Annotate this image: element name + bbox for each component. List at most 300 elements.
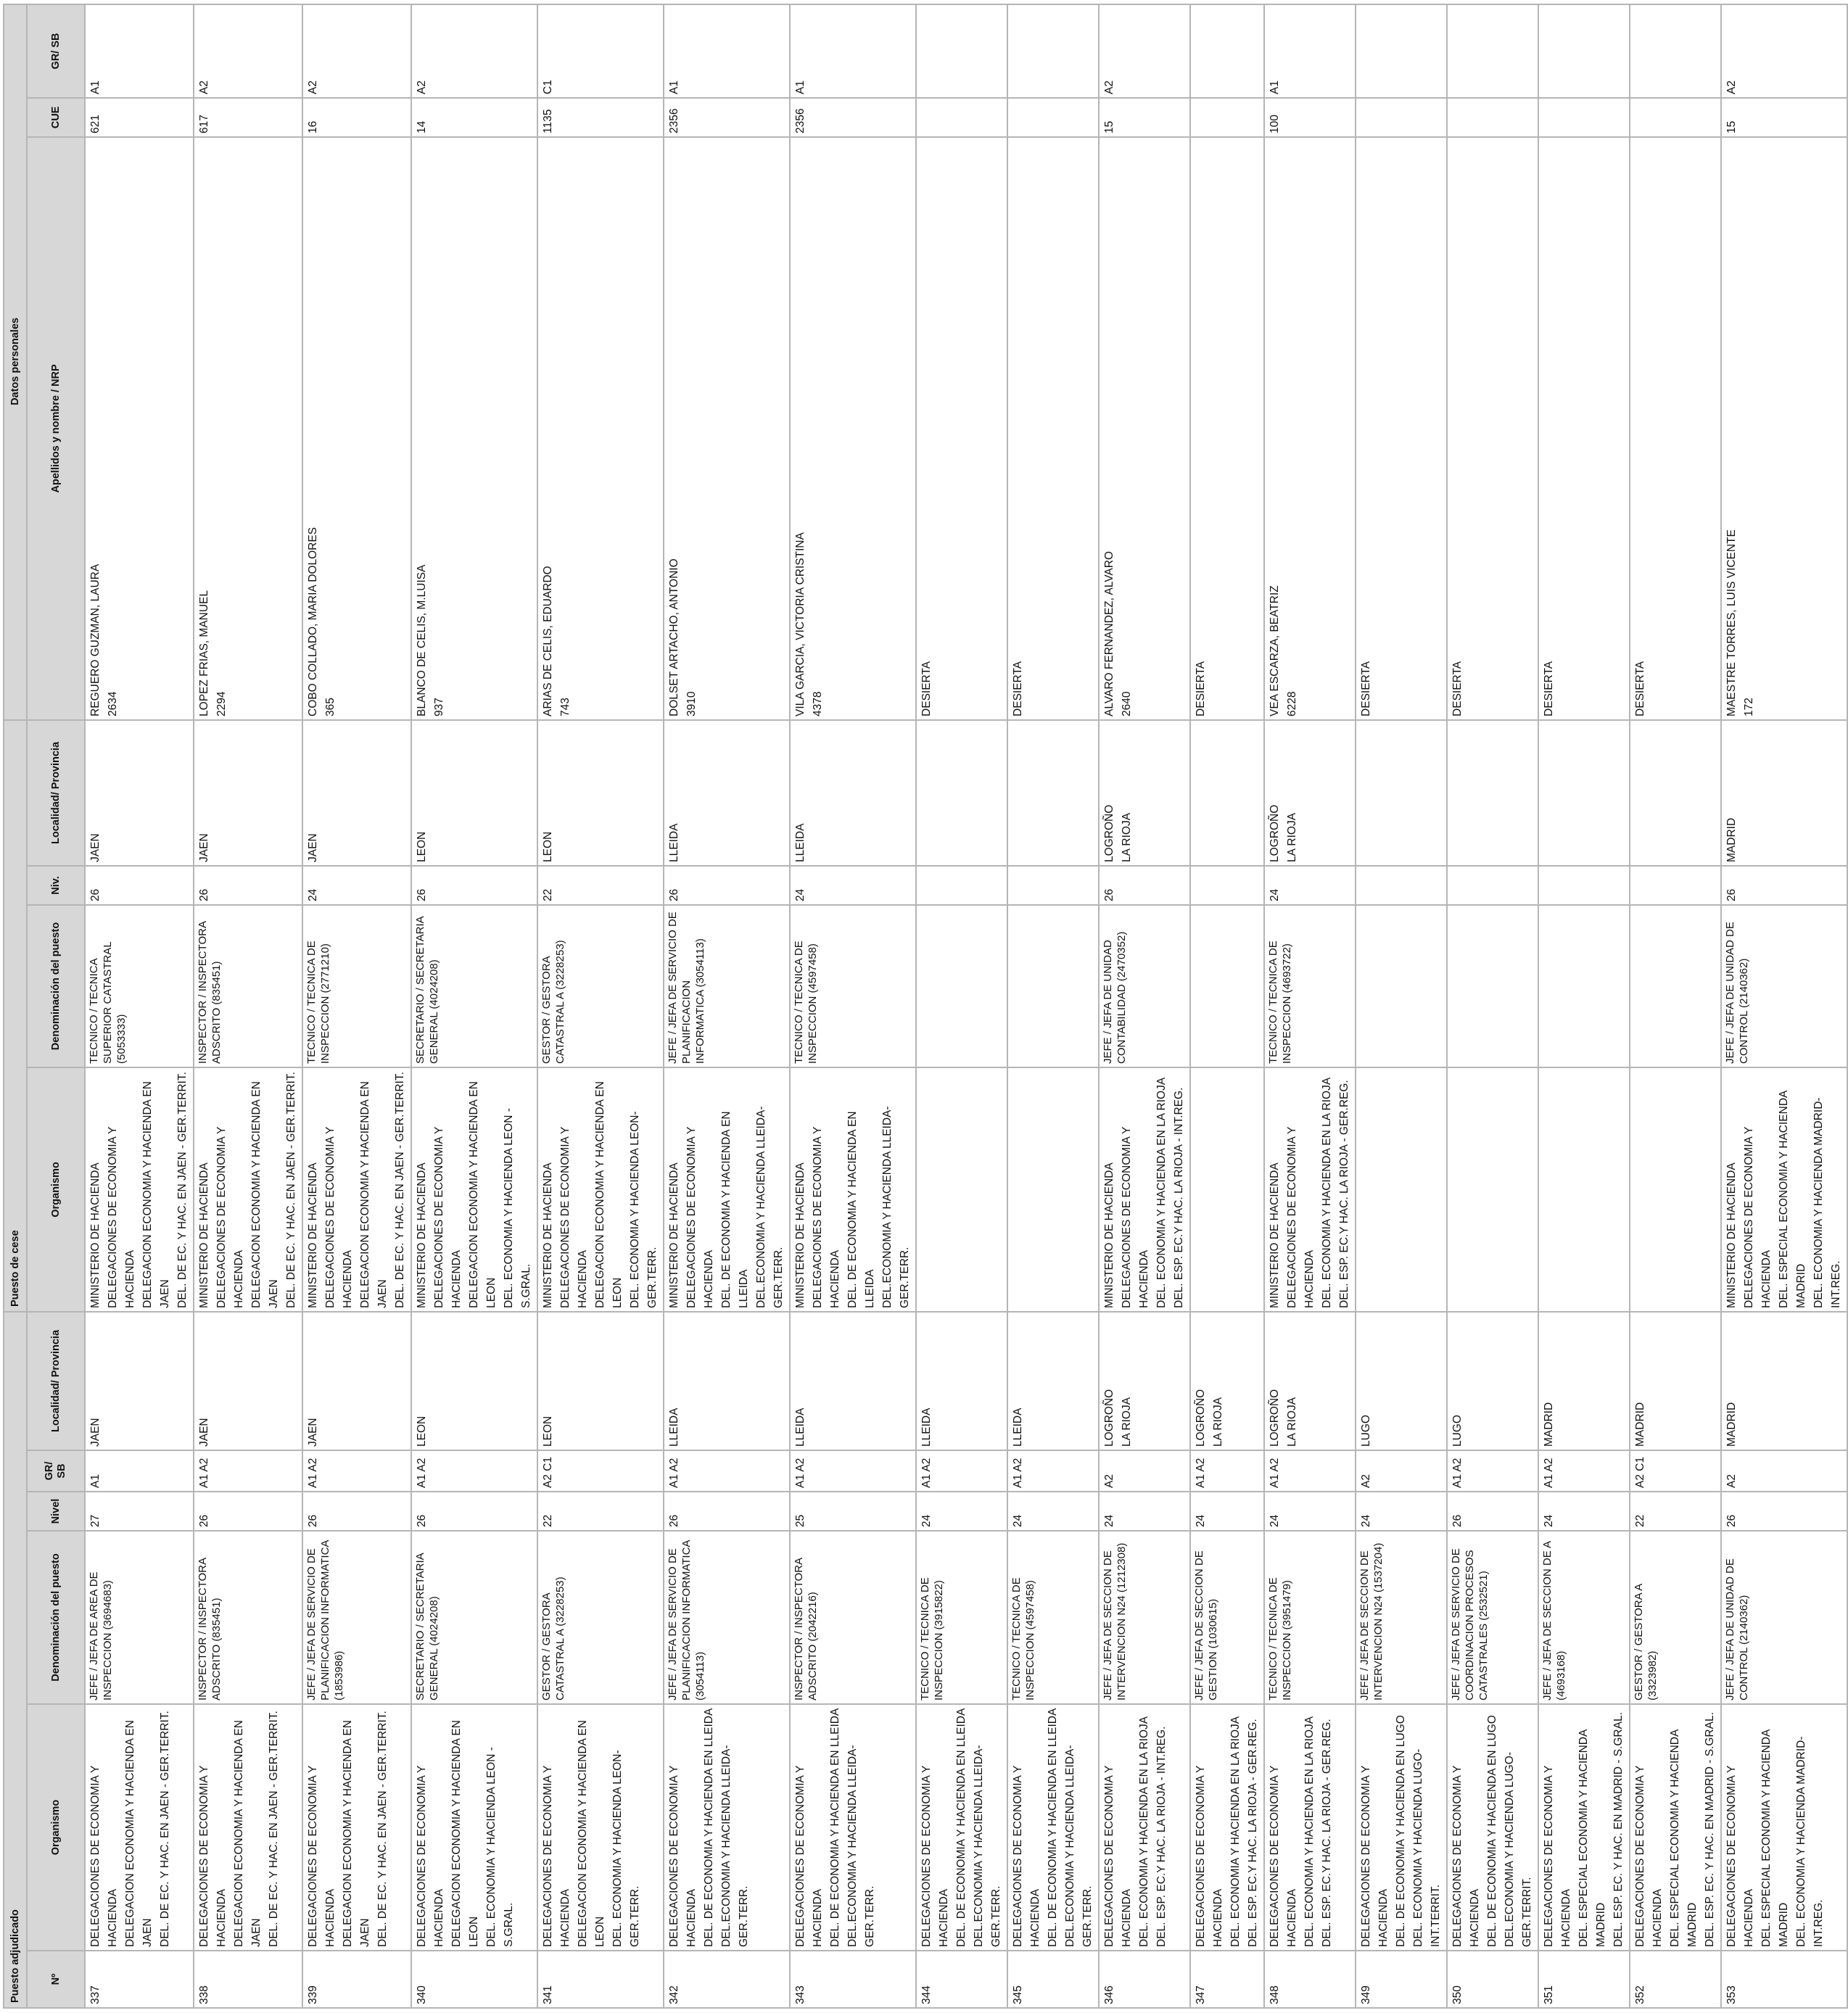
table-row: [664, 4, 790, 2008]
cell-localidad-line: LEON: [542, 1415, 554, 1447]
cell-grsb2: A1: [1264, 4, 1356, 98]
person-nrp: 743: [559, 698, 572, 716]
cell-denominacion: TECNICO / TECNICA DE INSPECCION (3951479): [1264, 1531, 1356, 1704]
cell-organismo: [664, 1704, 790, 1951]
table-row: [1630, 4, 1721, 2008]
cell-organismo-line: DEL. ECONOMIA Y HACIENDA LUGO-INT.TERRIT.: [1412, 1748, 1442, 1947]
cell-cue: [916, 98, 1007, 137]
cell-cese-organismo-line: DEL. ESP. EC.Y HAC. LA RIOJA - INT.REG.: [1173, 1087, 1185, 1308]
cell-cese-organismo-line: MINISTERIO DE HACIENDA: [416, 1162, 428, 1308]
cell-localidad-line: LUGO: [1451, 1415, 1464, 1447]
cell-grsb2: [1538, 4, 1630, 98]
cell-cue: [1190, 98, 1264, 137]
person-name: REGUERO GUZMAN, LAURA: [89, 563, 102, 716]
cell-organismo-line: DEL. ECONOMIA Y HACIENDA LEON-GER.TERR.: [611, 1750, 641, 1947]
cell-cese-organismo-line: DEL. ECONOMIA Y HACIENDA LEON - S.GRAL.: [503, 1108, 532, 1308]
col-header-denominacion: Denominación del puesto: [27, 1531, 85, 1704]
cell-localidad: [916, 1312, 1007, 1450]
cell-num: 344: [916, 1951, 1007, 2008]
cell-cese-organismo-line: DELEGACIONES DE ECONOMIA Y HACIENDA: [1121, 1126, 1150, 1308]
cell-nombre: [1356, 137, 1447, 720]
person-name: DESIERTA: [1195, 661, 1207, 716]
cell-cese-localidad-line: LA RIOJA: [1121, 812, 1133, 862]
cell-denominacion: SECRETARIO / SECRETARIA GENERAL (4024208): [411, 1531, 537, 1704]
cell-cese-organismo: [411, 1067, 537, 1312]
cell-cese-organismo-line: DEL. DE EC. Y HAC. EN JAEN - GER.TERRIT.: [394, 1072, 406, 1308]
col-header-cue: CUE: [27, 98, 85, 137]
cell-nivel: 24: [1538, 1492, 1630, 1531]
cell-cese-organismo-line: MINISTERIO DE HACIENDA: [89, 1162, 102, 1308]
cell-cese-localidad: [1264, 720, 1356, 866]
person-name: VEA ESCARZA, BEATRIZ: [1269, 585, 1281, 716]
cell-cese-organismo-line: DEL. ECONOMIA Y HACIENDA EN LA RIOJA: [1321, 1077, 1333, 1308]
cell-organismo-line: DELEGACIONES DE ECONOMIA Y HACIENDA: [1543, 1765, 1572, 1947]
cell-organismo-line: DELEGACIONES DE ECONOMIA Y HACIENDA: [1725, 1765, 1755, 1947]
cell-denominacion: JEFE / JEFA DE SERVICIO DE COORDINACION PROCESOS CATASTRALES (2532521): [1447, 1531, 1538, 1704]
cell-grsb2: A2: [411, 4, 537, 98]
cell-organismo-line: DEL. DE ECONOMIA Y HACIENDA EN LLEIDA: [829, 1708, 841, 1947]
table-row: [537, 4, 664, 2008]
cell-localidad: [1264, 1312, 1356, 1450]
cell-nombre: [916, 137, 1007, 720]
cell-nombre: [1007, 137, 1099, 720]
cell-organismo-line: DEL. ESP. EC. Y HAC. EN MADRID - S.GRAL.: [1704, 1712, 1716, 1947]
cell-cese-organismo: [1356, 1067, 1447, 1312]
cell-nombre: [1190, 137, 1264, 720]
cell-cese-organismo: [1538, 1067, 1630, 1312]
cell-grsb: A1 A2: [1007, 1450, 1099, 1492]
table-row: [1356, 4, 1447, 2008]
person-name: DOLSET ARTACHO, ANTONIO: [668, 558, 680, 716]
cell-cese-organismo-line: DEL. DE ECONOMIA Y HACIENDA EN LLEIDA: [846, 1111, 876, 1308]
cell-organismo: [537, 1704, 664, 1951]
cell-organismo-line: DELEGACION ECONOMIA Y HACIENDA EN JAEN: [124, 1720, 154, 1947]
cell-cese-localidad: [664, 720, 790, 866]
cell-nivel: 27: [85, 1492, 194, 1531]
cell-grsb: A1 A2: [302, 1450, 411, 1492]
cell-grsb2: C1: [537, 4, 664, 98]
cell-niv: 24: [302, 866, 411, 905]
cell-nombre: [1447, 137, 1538, 720]
cell-num: 353: [1721, 1951, 1847, 2008]
cell-organismo-line: DELEGACION ECONOMIA Y HACIENDA EN JAEN: [342, 1720, 371, 1947]
person-name: ARIAS DE CELIS, EDUARDO: [542, 566, 554, 716]
cell-grsb2: [1630, 4, 1721, 98]
cell-organismo-line: DEL. ECONOMIA Y HACIENDA LEON - S.GRAL.: [485, 1747, 515, 1947]
cell-localidad: [1630, 1312, 1721, 1450]
cell-cese-localidad-line: LEON: [416, 831, 428, 862]
table-body: [85, 4, 1847, 2008]
cell-localidad-line: JAEN: [198, 1418, 210, 1447]
cell-localidad-line: LLEIDA: [668, 1408, 680, 1447]
cell-cese-organismo: [916, 1067, 1007, 1312]
cell-localidad-line: LA RIOJA: [1121, 1397, 1133, 1447]
cell-organismo: [85, 1704, 194, 1951]
col-header-organismo: Organismo: [27, 1704, 85, 1951]
group-header-cese: Puesto de cese: [4, 720, 27, 1312]
cell-cue: 15: [1721, 98, 1847, 137]
cell-localidad-line: MADRID: [1634, 1402, 1646, 1447]
person-name: DESIERTA: [1634, 661, 1646, 716]
cell-niv: [1630, 866, 1721, 905]
cell-organismo-line: DELEGACIONES DE ECONOMIA Y HACIENDA: [1360, 1765, 1390, 1947]
cell-organismo-line: DELEGACIONES DE ECONOMIA Y HACIENDA: [89, 1765, 119, 1947]
cell-grsb: A1 A2: [411, 1450, 537, 1492]
cell-organismo-line: DELEGACIONES DE ECONOMIA Y HACIENDA: [1634, 1765, 1664, 1947]
cell-cese-organismo-line: DELEGACION ECONOMIA Y HACIENDA EN JAEN: [141, 1081, 171, 1308]
cell-cue: 2356: [790, 98, 916, 137]
cell-localidad: [194, 1312, 302, 1450]
cell-cese-organismo-line: DELEGACIONES DE ECONOMIA Y HACIENDA: [1743, 1126, 1773, 1308]
cell-num: 350: [1447, 1951, 1538, 2008]
person-name: DESIERTA: [920, 661, 933, 716]
cell-organismo-line: DEL. ESPECIAL ECONOMIA Y HACIENDA MADRID: [1669, 1729, 1699, 1947]
person-nrp: 3910: [685, 691, 698, 716]
cell-cese-organismo: [1007, 1067, 1099, 1312]
cell-organismo: [1630, 1704, 1721, 1951]
cell-cese-denominacion: [1190, 905, 1264, 1067]
cell-cese-localidad-line: JAEN: [198, 833, 210, 862]
cell-localidad-line: JAEN: [307, 1418, 319, 1447]
table-row: [1007, 4, 1099, 2008]
cell-nivel: 24: [1356, 1492, 1447, 1531]
cell-organismo-line: DEL. ESP. EC. Y HAC. EN MADRID - S.GRAL.: [1612, 1712, 1625, 1947]
cell-localidad: [85, 1312, 194, 1450]
cell-num: 347: [1190, 1951, 1264, 2008]
cell-num: 343: [790, 1951, 916, 2008]
cell-cese-organismo-line: DELEGACIONES DE ECONOMIA Y HACIENDA: [324, 1126, 354, 1308]
cell-organismo-line: DEL.ECONOMIA Y HACIENDA LUGO-GER.TERRIT.: [1503, 1751, 1533, 1947]
table-row: [194, 4, 302, 2008]
cell-denominacion: JEFE / JEFA DE AREA DE INSPECCION (3694683): [85, 1531, 194, 1704]
cell-cese-localidad-line: LLEIDA: [794, 823, 807, 862]
cell-grsb2: A2: [194, 4, 302, 98]
cell-organismo: [1447, 1704, 1538, 1951]
cell-localidad: [1099, 1312, 1190, 1450]
cell-cese-organismo-line: DELEGACIONES DE ECONOMIA Y HACIENDA: [685, 1126, 715, 1308]
cell-nombre: [302, 137, 411, 720]
cell-cue: [1538, 98, 1630, 137]
table-row: [790, 4, 916, 2008]
adjudication-table: [3, 4, 1848, 2009]
cell-cese-organismo: [1721, 1067, 1847, 1312]
cell-cese-denominacion: [1630, 905, 1721, 1067]
cell-denominacion: JEFE / JEFA DE SECCION DE INTERVENCION N24 (1212308): [1099, 1531, 1190, 1704]
cell-localidad-line: LOGROÑO: [1269, 1389, 1281, 1447]
cell-nivel: 26: [664, 1492, 790, 1531]
cell-niv: [1538, 866, 1630, 905]
cell-cese-organismo: [1447, 1067, 1538, 1312]
cell-cese-organismo-line: DELEGACION ECONOMIA Y HACIENDA EN JAEN: [359, 1081, 389, 1308]
cell-cese-localidad: [411, 720, 537, 866]
cell-nivel: 26: [194, 1492, 302, 1531]
cell-denominacion: TECNICO / TECNICA DE INSPECCION (3915822): [916, 1531, 1007, 1704]
cell-organismo-line: DELEGACION ECONOMIA Y HACIENDA EN JAEN: [233, 1720, 263, 1947]
cell-cese-organismo: [1099, 1067, 1190, 1312]
cell-cese-localidad-line: JAEN: [307, 833, 319, 862]
col-header-localidad: Localidad/ Provincia: [27, 1312, 85, 1450]
cell-organismo-line: DELEGACIONES DE ECONOMIA Y HACIENDA: [198, 1765, 228, 1947]
cell-grsb2: [1190, 4, 1264, 98]
cell-cese-organismo-line: MINISTERIO DE HACIENDA: [1725, 1162, 1738, 1308]
cell-organismo-line: DELEGACIONES DE ECONOMIA Y HACIENDA: [1103, 1765, 1133, 1947]
cell-cese-organismo-line: MINISTERIO DE HACIENDA: [1269, 1162, 1281, 1308]
cell-nombre: [411, 137, 537, 720]
cell-num: 338: [194, 1951, 302, 2008]
cell-cue: [1630, 98, 1721, 137]
table-row: [85, 4, 194, 2008]
cell-cue: [1447, 98, 1538, 137]
cell-organismo-line: DEL. DE EC. Y HAC. EN JAEN - GER.TERRIT.: [159, 1711, 171, 1947]
cell-cese-denominacion: JEFE / JEFA DE SERVICIO DE PLANIFICACION INFORMATICA (3054113): [664, 905, 790, 1067]
cell-organismo-line: DELEGACIONES DE ECONOMIA Y HACIENDA: [668, 1765, 698, 1947]
cell-nivel: 26: [1721, 1492, 1847, 1531]
cell-cese-organismo-line: MINISTERIO DE HACIENDA: [1103, 1162, 1115, 1308]
cell-cese-organismo-line: DEL. DE EC. Y HAC. EN JAEN - GER.TERRIT.: [176, 1072, 189, 1308]
cell-organismo: [194, 1704, 302, 1951]
cell-grsb: A2: [1099, 1450, 1190, 1492]
cell-localidad: [302, 1312, 411, 1450]
person-nrp: 6228: [1286, 691, 1298, 716]
cell-cese-denominacion: GESTOR / GESTORA CATASTRAL A (3228253): [537, 905, 664, 1067]
cell-cese-organismo-line: DEL. ECONOMIA Y HACIENDA EN LA RIOJA: [1155, 1077, 1168, 1308]
cell-organismo-line: DEL. DE EC. Y HAC. EN JAEN - GER.TERRIT.: [376, 1711, 389, 1947]
cell-niv: 26: [85, 866, 194, 905]
cell-localidad: [1538, 1312, 1630, 1450]
cell-organismo-line: DEL. DE ECONOMIA Y HACIENDA EN LUGO: [1395, 1715, 1407, 1947]
col-header-cese-localidad: Localidad/ Provincia: [27, 720, 85, 866]
cell-organismo-line: DEL. ESP. EC.Y HAC. LA RIOJA - GER.REG.: [1247, 1719, 1259, 1947]
cell-cese-organismo: [664, 1067, 790, 1312]
cell-organismo-line: DELEGACIONES DE ECONOMIA Y HACIENDA: [307, 1765, 337, 1947]
cell-localidad: [1447, 1312, 1538, 1450]
group-header-adjudicado: Puesto adjudicado: [4, 1312, 27, 2008]
person-name: DESIERTA: [1451, 661, 1464, 716]
cell-cese-organismo-line: DEL. ECONOMIA Y HACIENDA LEON-GER.TERR.: [629, 1111, 659, 1308]
cell-localidad-line: LA RIOJA: [1212, 1397, 1224, 1447]
cell-nombre: [85, 137, 194, 720]
cell-cese-organismo: [1630, 1067, 1721, 1312]
cell-cese-organismo: [537, 1067, 664, 1312]
cell-grsb2: [1447, 4, 1538, 98]
cell-cese-localidad-line: JAEN: [89, 833, 102, 862]
cell-organismo-line: DEL. DE ECONOMIA Y HACIENDA EN LLEIDA: [955, 1708, 968, 1947]
cell-localidad-line: MADRID: [1725, 1402, 1738, 1447]
cell-niv: 26: [411, 866, 537, 905]
cell-cese-localidad: [1447, 720, 1538, 866]
cell-organismo-line: DEL. DE ECONOMIA Y HACIENDA EN LLEIDA: [1047, 1708, 1059, 1947]
cell-cue: [1007, 98, 1099, 137]
cell-cese-organismo: [790, 1067, 916, 1312]
cell-denominacion: JEFE / JEFA DE SERVICIO DE PLANIFICACION INFORMATICA (3054113): [664, 1531, 790, 1704]
cell-organismo-line: DELEGACIONES DE ECONOMIA Y HACIENDA: [794, 1765, 824, 1947]
cell-organismo-line: DELEGACIONES DE ECONOMIA Y HACIENDA: [1451, 1765, 1481, 1947]
cell-niv: 22: [537, 866, 664, 905]
cell-cese-organismo-line: DELEGACION ECONOMIA Y HACIENDA EN LEON: [594, 1081, 624, 1308]
cell-cese-organismo-line: MINISTERIO DE HACIENDA: [668, 1162, 680, 1308]
cell-grsb2: [916, 4, 1007, 98]
cell-organismo-line: DEL. DE ECONOMIA Y HACIENDA EN LLEIDA: [703, 1708, 715, 1947]
cell-cue: 621: [85, 98, 194, 137]
cell-organismo: [1721, 1704, 1847, 1951]
cell-nombre: [194, 137, 302, 720]
cell-cese-denominacion: JEFE / JEFA DE UNIDAD CONTABILIDAD (2470352): [1099, 905, 1190, 1067]
cell-organismo-line: DEL. ECONOMIA Y HACIENDA EN LA RIOJA: [1303, 1716, 1316, 1947]
cell-grsb: A1 A2: [790, 1450, 916, 1492]
cell-cese-organismo-line: MINISTERIO DE HACIENDA: [794, 1162, 807, 1308]
cell-cese-organismo: [1264, 1067, 1356, 1312]
person-name: BLANCO DE CELIS, M.LUISA: [416, 564, 428, 716]
cell-organismo: [1190, 1704, 1264, 1951]
cell-nombre: [1538, 137, 1630, 720]
person-name: ALVARO FERNANDEZ, ALVARO: [1103, 551, 1115, 716]
cell-denominacion: JEFE / JEFA DE SECCION DE INTERVENCION N24 (1537204): [1356, 1531, 1447, 1704]
cell-cese-organismo-line: DEL. ECONOMIA Y HACIENDA MADRID-INT.REG.: [1812, 1097, 1842, 1308]
cell-grsb: A2 C1: [537, 1450, 664, 1492]
cell-cese-localidad: [916, 720, 1007, 866]
col-header-grsb2: GR/ SB: [27, 4, 85, 98]
cell-cese-localidad: [85, 720, 194, 866]
cell-cese-organismo-line: MINISTERIO DE HACIENDA: [542, 1162, 554, 1308]
cell-cese-organismo-line: DEL.ECONOMIA Y HACIENDA LLEIDA-GER.TERR.: [881, 1106, 911, 1308]
cell-grsb2: A1: [790, 4, 916, 98]
cell-niv: 24: [790, 866, 916, 905]
table-row: [1190, 4, 1264, 2008]
table-row: [1538, 4, 1630, 2008]
cell-cese-localidad: [1356, 720, 1447, 866]
cell-nombre: [790, 137, 916, 720]
cell-organismo-line: DELEGACION ECONOMIA Y HACIENDA EN LEON: [577, 1720, 606, 1947]
cell-cese-organismo-line: MINISTERIO DE HACIENDA: [198, 1162, 210, 1308]
cell-localidad-line: LOGROÑO: [1103, 1389, 1115, 1447]
person-name: COBO COLLADO, MARIA DOLORES: [307, 526, 319, 716]
cell-cese-denominacion: TECNICO / TECNICA DE INSPECCION (4597458): [790, 905, 916, 1067]
cell-nombre: [1721, 137, 1847, 720]
cell-cese-localidad: [790, 720, 916, 866]
cell-cese-localidad: [194, 720, 302, 866]
cell-denominacion: JEFE / JEFA DE SECCION DE A (4693168): [1538, 1531, 1630, 1704]
cell-niv: 26: [1099, 866, 1190, 905]
cell-organismo-line: DEL.ECONOMIA Y HACIENDA LLEIDA-GER.TERR.: [720, 1745, 750, 1947]
cell-grsb: A1 A2: [194, 1450, 302, 1492]
cell-denominacion: INSPECTOR / INSPECTORA ADSCRITO (835451): [194, 1531, 302, 1704]
table-row: [1264, 4, 1356, 2008]
cell-nivel: 24: [1190, 1492, 1264, 1531]
person-nrp: 4378: [812, 691, 824, 716]
cell-grsb2: A1: [664, 4, 790, 98]
cell-cue: 100: [1264, 98, 1356, 137]
cell-nivel: 24: [916, 1492, 1007, 1531]
cell-nivel: 25: [790, 1492, 916, 1531]
cell-localidad-line: LLEIDA: [1012, 1408, 1024, 1447]
cell-localidad-line: MADRID: [1543, 1402, 1555, 1447]
cell-num: 349: [1356, 1951, 1447, 2008]
cell-organismo-line: DEL. ESPECIAL ECONOMIA Y HACIENDA MADRID: [1760, 1729, 1790, 1947]
cell-organismo-line: DEL. DE EC. Y HAC. EN JAEN - GER.TERRIT.: [268, 1711, 280, 1947]
table-row: [916, 4, 1007, 2008]
cell-cese-localidad-line: LOGROÑO: [1103, 804, 1115, 862]
cell-organismo-line: DELEGACIONES DE ECONOMIA Y HACIENDA: [1195, 1765, 1224, 1947]
cell-grsb: A1 A2: [1538, 1450, 1630, 1492]
cell-grsb: A1 A2: [1264, 1450, 1356, 1492]
cell-organismo-line: DEL.ECONOMIA Y HACIENDA LLEIDA-GER.TERR.: [846, 1745, 876, 1947]
cell-num: 337: [85, 1951, 194, 2008]
cell-organismo-line: DEL. DE ECONOMIA Y HACIENDA EN LUGO: [1486, 1715, 1498, 1947]
person-nrp: 2640: [1121, 691, 1133, 716]
table-row: [411, 4, 537, 2008]
cell-localidad-line: JAEN: [89, 1418, 102, 1447]
cell-organismo: [1356, 1704, 1447, 1951]
cell-localidad: [790, 1312, 916, 1450]
cell-cese-localidad: [1190, 720, 1264, 866]
cell-cese-denominacion: [1447, 905, 1538, 1067]
cell-localidad: [1007, 1312, 1099, 1450]
cell-localidad: [1721, 1312, 1847, 1450]
person-name: DESIERTA: [1543, 661, 1555, 716]
cell-grsb: A2: [1356, 1450, 1447, 1492]
cell-denominacion: TECNICO / TECNICA DE INSPECCION (4597458): [1007, 1531, 1099, 1704]
person-name: DESIERTA: [1012, 661, 1024, 716]
cell-niv: 26: [194, 866, 302, 905]
person-nrp: 2294: [215, 691, 228, 716]
col-header-nombre: Apellidos y nombre / NRP: [27, 137, 85, 720]
cell-grsb: A2 C1: [1630, 1450, 1721, 1492]
cell-grsb: A2: [1721, 1450, 1847, 1492]
cell-cese-organismo-line: DEL. ESPECIAL ECONOMIA Y HACIENDA MADRID: [1778, 1091, 1807, 1308]
cell-niv: [1190, 866, 1264, 905]
cell-cese-organismo-line: DEL. ESP. EC.Y HAC. LA RIOJA - GER.REG.: [1338, 1080, 1350, 1308]
person-nrp: 2634: [107, 691, 119, 716]
cell-organismo: [916, 1704, 1007, 1951]
cell-nivel: 22: [1630, 1492, 1721, 1531]
cell-nivel: 26: [302, 1492, 411, 1531]
table-row: [1721, 4, 1847, 2008]
cell-localidad-line: LUGO: [1360, 1415, 1372, 1447]
cell-cese-denominacion: [916, 905, 1007, 1067]
cell-grsb2: [1007, 4, 1099, 98]
cell-nivel: 26: [411, 1492, 537, 1531]
cell-localidad-line: LA RIOJA: [1286, 1397, 1298, 1447]
cell-organismo-line: DEL.ECONOMIA Y HACIENDA LLEIDA-GER.TERR.: [973, 1745, 1002, 1947]
cell-nivel: 26: [1447, 1492, 1538, 1531]
cell-cue: 617: [194, 98, 302, 137]
table-row: [1099, 4, 1190, 2008]
cell-nombre: [664, 137, 790, 720]
cell-num: 341: [537, 1951, 664, 2008]
cell-grsb: A1 A2: [916, 1450, 1007, 1492]
cell-organismo-line: DELEGACIONES DE ECONOMIA Y HACIENDA: [416, 1765, 445, 1947]
cell-cese-denominacion: [1538, 905, 1630, 1067]
cell-localidad-line: LOGROÑO: [1195, 1389, 1207, 1447]
cell-organismo: [411, 1704, 537, 1951]
cell-nivel: 24: [1007, 1492, 1099, 1531]
cell-organismo-line: DELEGACIONES DE ECONOMIA Y HACIENDA: [542, 1765, 572, 1947]
cell-cese-denominacion: INSPECTOR / INSPECTORA ADSCRITO (835451): [194, 905, 302, 1067]
cell-niv: 26: [1721, 866, 1847, 905]
cell-cese-organismo-line: DELEGACIONES DE ECONOMIA Y HACIENDA: [215, 1126, 245, 1308]
cell-cese-organismo-line: MINISTERIO DE HACIENDA: [307, 1162, 319, 1308]
cell-cese-denominacion: TECNICO / TECNICA SUPERIOR CATASTRAL (5053333): [85, 905, 194, 1067]
person-name: MAESTRE TORRES, LUIS VICENTE: [1725, 529, 1738, 716]
person-name: VILA GARCIA, VICTORIA CRISTINA: [794, 532, 807, 716]
cell-organismo-line: DEL.ECONOMIA Y HACIENDA LLEIDA-GER.TERR.: [1064, 1745, 1094, 1947]
cell-num: 339: [302, 1951, 411, 2008]
cell-cese-organismo-line: DELEGACION ECONOMIA Y HACIENDA EN JAEN: [250, 1081, 280, 1308]
cell-grsb2: [1356, 4, 1447, 98]
table-row: [302, 4, 411, 2008]
col-header-cese-denominacion: Denominación del puesto: [27, 905, 85, 1067]
cell-organismo-line: DELEGACIONES DE ECONOMIA Y HACIENDA: [1269, 1765, 1298, 1947]
